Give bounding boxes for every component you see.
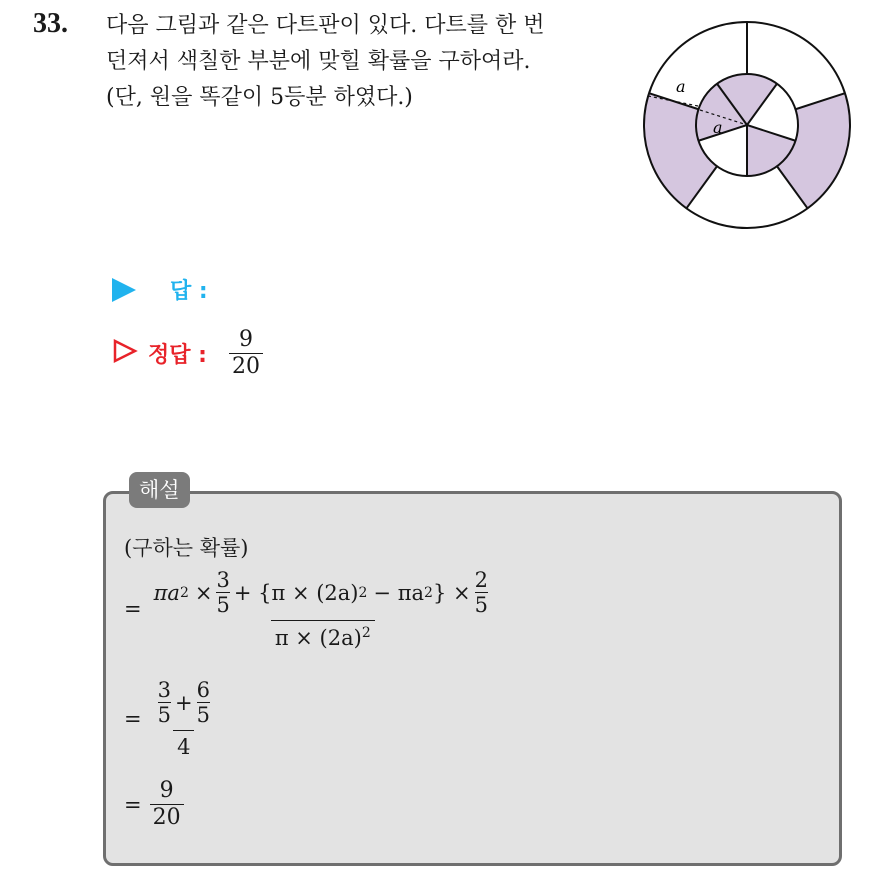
question-number: 33. [33,8,68,39]
step1-frac2-n: 2 [474,568,488,592]
question-line-1: 다음 그림과 같은 다트판이 있다. 다트를 한 번 [106,13,545,38]
explanation-step-3 [124,778,184,831]
question-line-3: (단, 원을 똑같이 5등분 하였다.) [106,85,413,110]
correct-label: 정답 : [148,343,207,368]
step2-frac2 [197,678,210,727]
correct-denominator: 20 [229,353,263,380]
correct-arrow-icon [112,338,138,370]
step1-end: } × [432,580,471,605]
step1-times: × [194,580,213,605]
label-outer-a: a [676,77,686,96]
answer-label: 답 : [170,279,208,304]
step1-fraction [150,568,496,650]
step2-denominator: 4 [173,730,194,759]
step2-numerator [150,678,218,730]
step3-fraction [150,778,184,831]
explanation-title: (구하는 확률) [124,536,249,560]
correct-answer-row [112,327,263,380]
step2-fraction [150,678,218,759]
step1-denominator: $\pi \times (2a)^2$ [271,620,375,650]
step1-frac2 [475,568,488,617]
step1-frac1-n: 3 [216,568,230,592]
question-line-2: 던져서 색칠한 부분에 맞힐 확률을 구하여라. [106,49,531,74]
step2-frac2-n: 6 [196,678,210,702]
step2-frac2-d: 5 [196,703,210,727]
step2-plus: + [174,690,193,715]
question-text [106,8,626,116]
answer-arrow-icon [112,278,136,302]
step1-frac2-d: 5 [474,593,488,617]
step1-numerator: πa 2 × $\frac{3}{5}$ + {π × (2a) 2 − πa 2 } × $\frac{2}{5}$ [153,568,488,617]
explanation-step-2 [124,678,218,759]
step3-denominator: 20 [150,804,184,831]
explanation-tag: 해설 [129,472,190,508]
label-inner-a: a [713,118,723,137]
correct-numerator: 9 [238,327,253,352]
equals-sign: = [124,706,142,731]
equals-sign: = [124,792,142,817]
equals-sign: = [124,597,142,621]
step1-frac1-d: 5 [216,593,230,617]
answer-row [112,274,208,305]
step2-frac1-d: 5 [157,703,171,727]
step1-num-a: πa [153,580,180,605]
dartboard-figure [640,18,854,232]
step2-frac1-n: 3 [157,678,171,702]
step3-numerator: 9 [159,778,174,803]
step1-mid: + {π × (2a) [233,580,359,605]
correct-fraction [229,327,263,380]
step2-frac1 [158,678,171,727]
explanation-step-1 [124,568,496,650]
step1-frac1 [216,568,229,617]
step1-mid2: − πa [373,580,425,605]
